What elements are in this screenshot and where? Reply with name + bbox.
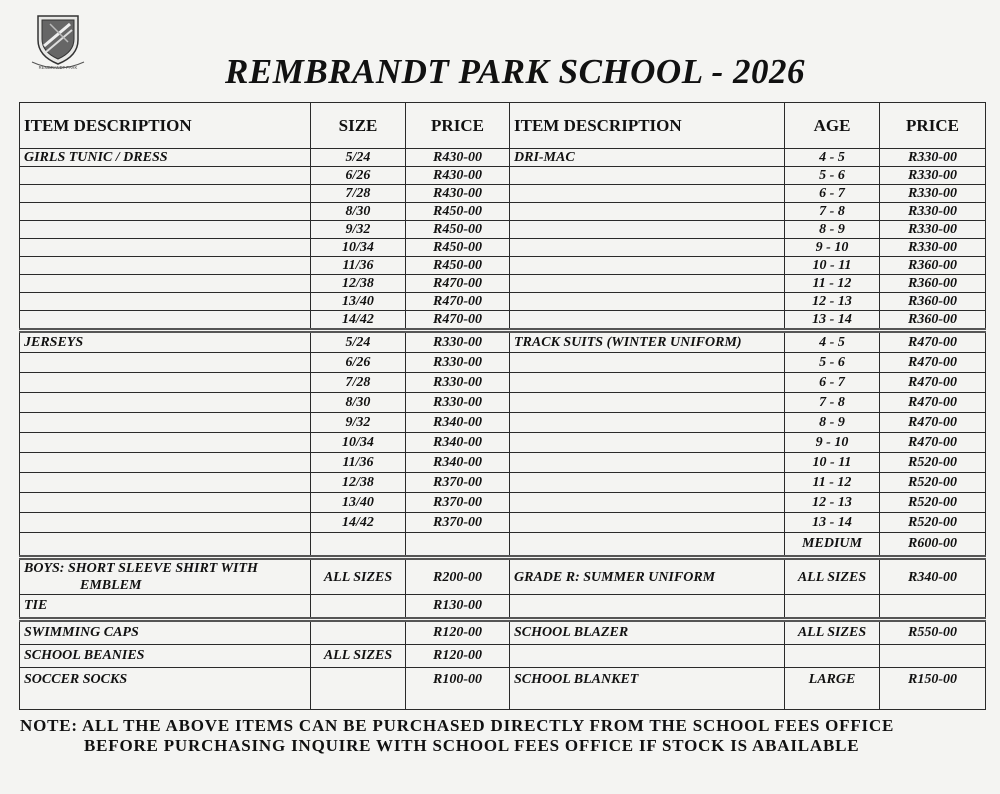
price-cell: R100-00 xyxy=(406,668,510,710)
price-cell: R200-00 xyxy=(406,558,510,595)
item-description-cell xyxy=(20,293,311,311)
price-cell: R430-00 xyxy=(406,185,510,203)
item-description-cell-right: TRACK SUITS (WINTER UNIFORM) xyxy=(510,331,785,353)
age-cell: 10 - 11 xyxy=(785,453,880,473)
table-row xyxy=(20,185,986,203)
item-description-cell xyxy=(20,493,311,513)
price-cell-right: R470-00 xyxy=(880,353,986,373)
header-age: AGE xyxy=(785,103,880,149)
table-row xyxy=(20,668,986,710)
item-description-cell xyxy=(20,413,311,433)
price-cell: R370-00 xyxy=(406,493,510,513)
table-row xyxy=(20,453,986,473)
uniform-price-table xyxy=(19,102,986,710)
table-row xyxy=(20,353,986,373)
size-cell: 12/38 xyxy=(311,275,406,293)
item-description-cell xyxy=(20,433,311,453)
item-description-cell xyxy=(20,393,311,413)
age-cell: ALL SIZES xyxy=(785,620,880,645)
page-title: REMBRANDT PARK SCHOOL - 2026 xyxy=(225,52,805,91)
table-row xyxy=(20,331,986,353)
size-cell: 10/34 xyxy=(311,239,406,257)
item-description-cell-right xyxy=(510,185,785,203)
price-cell: R450-00 xyxy=(406,257,510,275)
item-description-cell xyxy=(20,513,311,533)
price-cell-right xyxy=(880,645,986,668)
item-description-cell-right xyxy=(510,353,785,373)
price-cell xyxy=(406,533,510,558)
item-description-cell-right xyxy=(510,595,785,620)
table-row xyxy=(20,293,986,311)
boys-shirt-desc-line-1: BOYS: SHORT SLEEVE SHIRT WITH xyxy=(24,561,258,576)
table-row xyxy=(20,595,986,620)
price-cell-right: R520-00 xyxy=(880,473,986,493)
table-row xyxy=(20,493,986,513)
item-description-cell-right xyxy=(510,533,785,558)
price-cell-right: R360-00 xyxy=(880,311,986,331)
table-row xyxy=(20,433,986,453)
item-description-cell-right xyxy=(510,203,785,221)
price-cell-right: R360-00 xyxy=(880,293,986,311)
item-description-cell-right xyxy=(510,493,785,513)
age-cell: 12 - 13 xyxy=(785,493,880,513)
price-cell-right: R470-00 xyxy=(880,433,986,453)
size-cell xyxy=(311,595,406,620)
size-cell: 10/34 xyxy=(311,433,406,453)
item-description-cell-right xyxy=(510,453,785,473)
price-cell: R340-00 xyxy=(406,433,510,453)
age-cell: ALL SIZES xyxy=(785,558,880,595)
purchase-note xyxy=(20,716,980,756)
table-row xyxy=(20,473,986,493)
item-description-cell xyxy=(20,311,311,331)
table-row xyxy=(20,149,986,167)
item-description-cell-right xyxy=(510,373,785,393)
table-row xyxy=(20,203,986,221)
item-description-cell-right xyxy=(510,293,785,311)
table-row xyxy=(20,373,986,393)
table-header-row xyxy=(20,103,986,149)
item-description-cell-right xyxy=(510,311,785,331)
price-cell: R450-00 xyxy=(406,239,510,257)
price-cell-right: R520-00 xyxy=(880,513,986,533)
size-cell: 5/24 xyxy=(311,149,406,167)
size-cell: 13/40 xyxy=(311,293,406,311)
price-cell-right: R470-00 xyxy=(880,393,986,413)
size-cell: 11/36 xyxy=(311,453,406,473)
size-cell: 14/42 xyxy=(311,513,406,533)
size-cell xyxy=(311,668,406,710)
age-cell: 10 - 11 xyxy=(785,257,880,275)
item-description-cell-right: SCHOOL BLAZER xyxy=(510,620,785,645)
size-cell: 8/30 xyxy=(311,203,406,221)
item-description-cell-right xyxy=(510,167,785,185)
svg-text:REMBRANDT PARK: REMBRANDT PARK xyxy=(38,65,78,70)
age-cell: 6 - 7 xyxy=(785,185,880,203)
age-cell: 11 - 12 xyxy=(785,275,880,293)
age-cell: 7 - 8 xyxy=(785,393,880,413)
size-cell: 8/30 xyxy=(311,393,406,413)
table-row xyxy=(20,645,986,668)
price-cell: R120-00 xyxy=(406,645,510,668)
age-cell xyxy=(785,645,880,668)
price-cell: R330-00 xyxy=(406,353,510,373)
price-cell-right: R330-00 xyxy=(880,239,986,257)
table-row xyxy=(20,239,986,257)
size-cell: 14/42 xyxy=(311,311,406,331)
item-description-cell-right xyxy=(510,257,785,275)
age-cell: 8 - 9 xyxy=(785,221,880,239)
header-price-right: PRICE xyxy=(880,103,986,149)
table-row xyxy=(20,167,986,185)
price-cell: R470-00 xyxy=(406,275,510,293)
age-cell: 13 - 14 xyxy=(785,513,880,533)
age-cell: 4 - 5 xyxy=(785,331,880,353)
price-cell: R330-00 xyxy=(406,373,510,393)
size-cell: 12/38 xyxy=(311,473,406,493)
item-description-cell: GIRLS TUNIC / DRESS xyxy=(20,149,311,167)
item-description-cell xyxy=(20,203,311,221)
price-cell-right: R600-00 xyxy=(880,533,986,558)
price-cell: R450-00 xyxy=(406,221,510,239)
price-cell: R450-00 xyxy=(406,203,510,221)
header-price-left: PRICE xyxy=(406,103,510,149)
item-description-cell: SCHOOL BEANIES xyxy=(20,645,311,668)
price-cell-right: R330-00 xyxy=(880,203,986,221)
age-cell: 11 - 12 xyxy=(785,473,880,493)
item-description-cell-right xyxy=(510,473,785,493)
size-cell xyxy=(311,533,406,558)
table-row xyxy=(20,221,986,239)
price-cell: R370-00 xyxy=(406,473,510,493)
price-cell-right: R330-00 xyxy=(880,221,986,239)
item-description-cell xyxy=(20,453,311,473)
item-description-cell-right xyxy=(510,433,785,453)
age-cell: 5 - 6 xyxy=(785,167,880,185)
age-cell xyxy=(785,595,880,620)
price-cell: R330-00 xyxy=(406,393,510,413)
item-description-cell-right xyxy=(510,393,785,413)
item-description-cell xyxy=(20,275,311,293)
size-cell xyxy=(311,620,406,645)
price-cell: R120-00 xyxy=(406,620,510,645)
item-description-cell xyxy=(20,473,311,493)
price-cell: R340-00 xyxy=(406,453,510,473)
table-row xyxy=(20,257,986,275)
size-cell: 13/40 xyxy=(311,493,406,513)
item-description-cell-right xyxy=(510,645,785,668)
size-cell: 7/28 xyxy=(311,373,406,393)
age-cell: 9 - 10 xyxy=(785,433,880,453)
price-cell: R370-00 xyxy=(406,513,510,533)
table-row xyxy=(20,620,986,645)
age-cell: 9 - 10 xyxy=(785,239,880,257)
size-cell: ALL SIZES xyxy=(311,558,406,595)
price-cell-right: R520-00 xyxy=(880,453,986,473)
table-row xyxy=(20,311,986,331)
note-line-1: NOTE: ALL THE ABOVE ITEMS CAN BE PURCHASED DIRECTLY FROM THE SCHOOL FEES OFFICE xyxy=(20,716,895,735)
item-description-cell xyxy=(20,167,311,185)
table-row xyxy=(20,275,986,293)
age-cell: 4 - 5 xyxy=(785,149,880,167)
size-cell: ALL SIZES xyxy=(311,645,406,668)
price-cell: R470-00 xyxy=(406,293,510,311)
item-description-cell xyxy=(20,353,311,373)
price-cell: R430-00 xyxy=(406,149,510,167)
price-cell-right: R330-00 xyxy=(880,149,986,167)
item-description-cell-right xyxy=(510,221,785,239)
item-description-cell xyxy=(20,239,311,257)
size-cell: 5/24 xyxy=(311,331,406,353)
item-description-cell-right xyxy=(510,413,785,433)
item-description-cell: JERSEYS xyxy=(20,331,311,353)
price-cell-right: R470-00 xyxy=(880,373,986,393)
age-cell: LARGE xyxy=(785,668,880,710)
item-description-cell xyxy=(20,533,311,558)
price-cell: R340-00 xyxy=(406,413,510,433)
price-cell-right: R470-00 xyxy=(880,413,986,433)
item-description-cell xyxy=(20,558,311,595)
size-cell: 11/36 xyxy=(311,257,406,275)
price-cell-right: R360-00 xyxy=(880,257,986,275)
size-cell: 9/32 xyxy=(311,221,406,239)
age-cell: 8 - 9 xyxy=(785,413,880,433)
price-cell: R130-00 xyxy=(406,595,510,620)
item-description-cell: SOCCER SOCKS xyxy=(20,668,311,710)
item-description-cell xyxy=(20,221,311,239)
price-cell-right: R330-00 xyxy=(880,185,986,203)
price-cell: R330-00 xyxy=(406,331,510,353)
item-description-cell-right xyxy=(510,513,785,533)
header-size: SIZE xyxy=(311,103,406,149)
note-line-2: BEFORE PURCHASING INQUIRE WITH SCHOOL FEES OFFICE IF STOCK IS ABAILABLE xyxy=(84,736,860,755)
item-description-cell-right: DRI-MAC xyxy=(510,149,785,167)
price-cell-right: R330-00 xyxy=(880,167,986,185)
item-description-cell-right: GRADE R: SUMMER UNIFORM xyxy=(510,558,785,595)
item-description-cell xyxy=(20,257,311,275)
size-cell: 6/26 xyxy=(311,353,406,373)
item-description-cell: SWIMMING CAPS xyxy=(20,620,311,645)
age-cell: 5 - 6 xyxy=(785,353,880,373)
table-row xyxy=(20,413,986,433)
price-cell: R470-00 xyxy=(406,311,510,331)
header-item-description-right: ITEM DESCRIPTION xyxy=(510,103,785,149)
item-description-cell-right xyxy=(510,275,785,293)
price-cell-right: R340-00 xyxy=(880,558,986,595)
price-cell-right: R150-00 xyxy=(880,668,986,710)
price-cell-right: R520-00 xyxy=(880,493,986,513)
age-cell: 13 - 14 xyxy=(785,311,880,331)
item-description-cell: TIE xyxy=(20,595,311,620)
age-cell: 7 - 8 xyxy=(785,203,880,221)
header-item-description-left: ITEM DESCRIPTION xyxy=(20,103,311,149)
item-description-cell-right: SCHOOL BLANKET xyxy=(510,668,785,710)
table-row xyxy=(20,513,986,533)
price-cell-right: R360-00 xyxy=(880,275,986,293)
boys-shirt-desc-line-2: EMBLEM xyxy=(80,578,142,593)
age-cell: 12 - 13 xyxy=(785,293,880,311)
price-cell-right: R550-00 xyxy=(880,620,986,645)
price-cell-right xyxy=(880,595,986,620)
price-cell: R430-00 xyxy=(406,167,510,185)
size-cell: 7/28 xyxy=(311,185,406,203)
price-cell-right: R470-00 xyxy=(880,331,986,353)
size-cell: 9/32 xyxy=(311,413,406,433)
size-cell: 6/26 xyxy=(311,167,406,185)
table-row xyxy=(20,558,986,595)
item-description-cell-right xyxy=(510,239,785,257)
item-description-cell xyxy=(20,185,311,203)
item-description-cell xyxy=(20,373,311,393)
table-row xyxy=(20,533,986,558)
table-row xyxy=(20,393,986,413)
age-cell: MEDIUM xyxy=(785,533,880,558)
age-cell: 6 - 7 xyxy=(785,373,880,393)
